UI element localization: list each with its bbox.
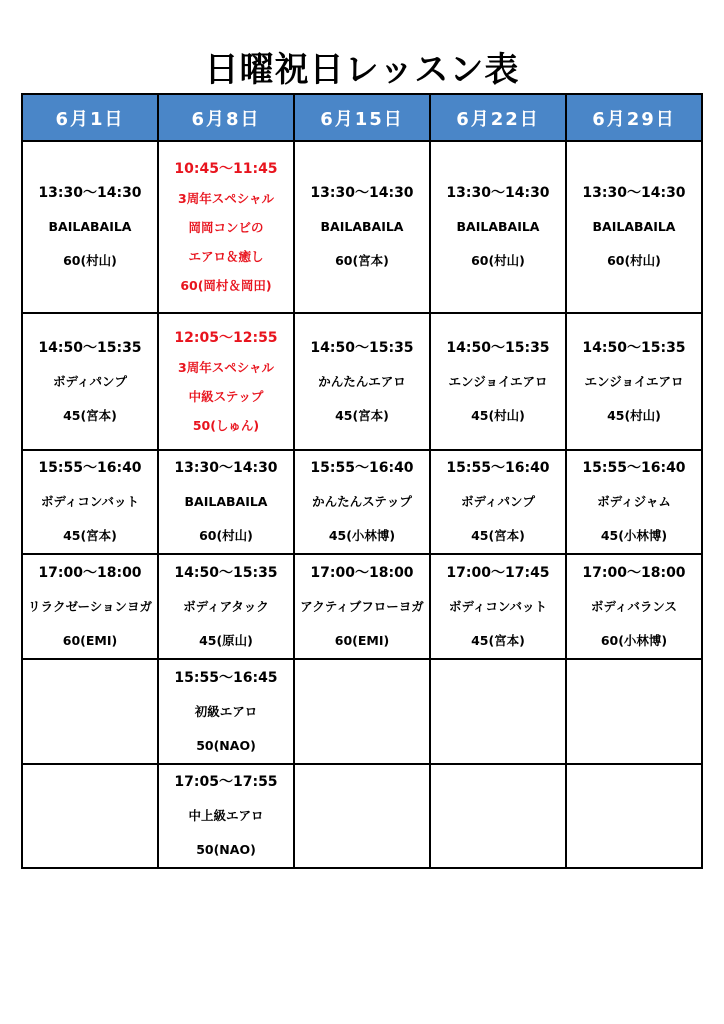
lesson-detail: 60(EMI) <box>334 632 390 648</box>
lesson-name: 岡岡コンビの <box>188 219 264 235</box>
lesson-name: ボディパンプ <box>52 373 127 389</box>
special-lesson-cell <box>158 141 294 313</box>
lesson-name: アクティブフローヨガ <box>300 598 424 614</box>
empty-cell <box>566 659 702 764</box>
empty-cell <box>22 659 158 764</box>
page-title: 日曜祝日レッスン表 <box>204 50 520 90</box>
lesson-detail: 60(村山) <box>607 253 661 268</box>
lesson-name: ボディアタック <box>183 598 269 614</box>
lesson-time: 15:55～16:40 <box>446 460 550 476</box>
empty-cell <box>294 764 430 868</box>
lesson-detail: 60(岡村＆岡田) <box>180 277 272 293</box>
lesson-name: 中級ステップ <box>188 388 264 404</box>
lesson-cell <box>22 141 158 313</box>
table-row <box>22 764 702 868</box>
lesson-detail: 45(宮本) <box>63 407 117 423</box>
lesson-name: ボディパンプ <box>460 494 535 509</box>
lesson-time: 13:30～14:30 <box>582 185 686 201</box>
table-row <box>22 141 702 313</box>
lesson-time: 14:50～15:35 <box>310 339 414 356</box>
lesson-detail: 45(小林博) <box>328 528 396 543</box>
lesson-detail: 45(小林博) <box>600 528 668 543</box>
lesson-detail: 60(村山) <box>63 253 117 268</box>
lesson-detail: 45(宮本) <box>471 528 525 543</box>
lesson-cell <box>294 450 430 554</box>
lesson-name: BAILABAILA <box>320 219 404 234</box>
lesson-name-line2: エアロ＆癒し <box>188 248 264 264</box>
empty-cell <box>566 764 702 868</box>
lesson-cell <box>294 141 430 313</box>
lesson-cell <box>430 450 566 554</box>
lesson-time: 17:00～18:00 <box>38 564 142 581</box>
lesson-name: エンジョイエアロ <box>448 373 548 389</box>
lesson-detail: 60(宮本) <box>335 253 389 268</box>
lesson-detail: 60(EMI) <box>62 632 118 648</box>
table-row <box>22 659 702 764</box>
lesson-tag: 3周年スペシャル <box>178 359 274 375</box>
lesson-name: 初級エアロ <box>194 703 258 719</box>
lesson-name: かんたんエアロ <box>318 373 406 389</box>
date-header: 6月8日 <box>158 94 294 141</box>
lesson-time: 15:55～16:45 <box>174 669 278 686</box>
date-header: 6月29日 <box>566 94 702 141</box>
lesson-name: ボディジャム <box>597 494 671 509</box>
lesson-detail: 45(村山) <box>471 407 525 423</box>
lesson-name: かんたんステップ <box>312 494 412 509</box>
lesson-cell <box>430 141 566 313</box>
lesson-name: エンジョイエアロ <box>584 373 684 389</box>
lesson-time: 13:30～14:30 <box>174 460 278 476</box>
lesson-detail: 50(NAO) <box>196 842 256 857</box>
lesson-cell <box>566 450 702 554</box>
lesson-time: 14:50～15:35 <box>174 564 278 581</box>
date-header: 6月15日 <box>294 94 430 141</box>
date-header: 6月1日 <box>22 94 158 141</box>
lesson-name: BAILABAILA <box>184 494 268 509</box>
lesson-cell <box>566 313 702 450</box>
lesson-cell <box>158 450 294 554</box>
lesson-cell <box>294 554 430 659</box>
lesson-time: 13:30～14:30 <box>310 185 414 201</box>
lesson-cell <box>158 659 294 764</box>
lesson-name: BAILABAILA <box>48 219 132 234</box>
lesson-name: BAILABAILA <box>456 219 540 234</box>
lesson-time: 13:30～14:30 <box>446 185 550 201</box>
empty-cell <box>294 659 430 764</box>
lesson-detail: 45(村山) <box>607 407 661 423</box>
lesson-time: 14:50～15:35 <box>582 339 686 356</box>
lesson-time: 14:50～15:35 <box>446 339 550 356</box>
lesson-cell <box>430 554 566 659</box>
lesson-time: 10:45～11:45 <box>174 160 278 177</box>
lesson-time: 13:30～14:30 <box>38 185 142 201</box>
date-header: 6月22日 <box>430 94 566 141</box>
lesson-time: 15:55～16:40 <box>582 460 686 476</box>
lesson-detail: 45(原山) <box>199 632 253 648</box>
lesson-cell <box>430 313 566 450</box>
lesson-tag: 3周年スペシャル <box>178 190 274 206</box>
lesson-detail: 45(宮本) <box>335 407 389 423</box>
lesson-time: 17:00～18:00 <box>310 564 414 581</box>
lesson-name: 中上級エアロ <box>188 808 264 823</box>
lesson-cell <box>22 554 158 659</box>
lesson-time: 15:55～16:40 <box>38 460 142 476</box>
lesson-cell <box>158 764 294 868</box>
lesson-time: 17:00～18:00 <box>582 564 686 581</box>
lesson-cell <box>22 450 158 554</box>
lesson-detail: 60(村山) <box>199 528 253 543</box>
lesson-detail: 50(NAO) <box>196 737 256 753</box>
lesson-detail: 60(小林博) <box>600 632 668 648</box>
lesson-name: ボディコンバット <box>40 494 140 509</box>
lesson-detail: 50(しゅん) <box>192 417 260 433</box>
lesson-name: BAILABAILA <box>592 219 676 234</box>
lesson-time: 12:05～12:55 <box>174 329 278 346</box>
lesson-cell <box>294 313 430 450</box>
lesson-detail: 60(村山) <box>471 253 525 268</box>
lesson-detail: 45(宮本) <box>471 632 525 648</box>
lesson-name: ボディコンバット <box>448 598 548 614</box>
lesson-time: 17:05～17:55 <box>174 774 278 790</box>
special-lesson-cell <box>158 313 294 450</box>
lesson-detail: 45(宮本) <box>63 528 117 543</box>
empty-cell <box>430 764 566 868</box>
lesson-cell <box>22 313 158 450</box>
lesson-schedule-table <box>21 93 703 869</box>
table-row <box>22 554 702 659</box>
table-row <box>22 313 702 450</box>
table-row <box>22 450 702 554</box>
lesson-time: 15:55～16:40 <box>310 460 414 476</box>
lesson-cell <box>566 554 702 659</box>
lesson-time: 14:50～15:35 <box>38 339 142 356</box>
lesson-cell <box>158 554 294 659</box>
lesson-name: ボディバランス <box>590 598 678 614</box>
lesson-time: 17:00～17:45 <box>446 564 550 581</box>
date-header-row <box>22 94 702 141</box>
empty-cell <box>22 764 158 868</box>
lesson-cell <box>566 141 702 313</box>
lesson-name: リラクゼーションヨガ <box>27 598 152 614</box>
empty-cell <box>430 659 566 764</box>
